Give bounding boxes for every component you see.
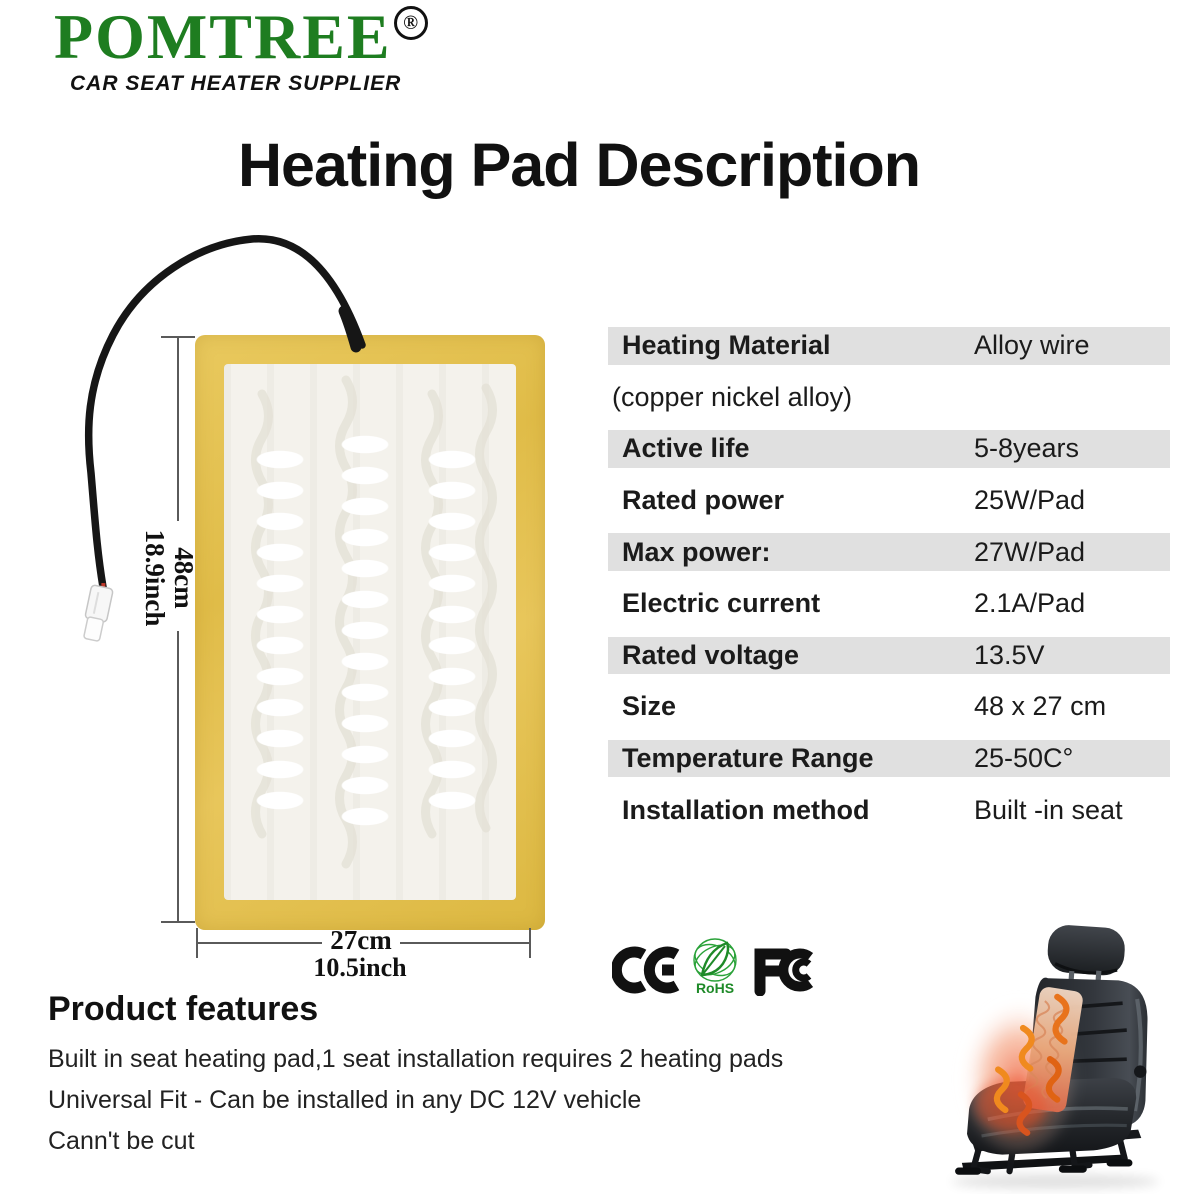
- pad-height-cm: 48cm: [169, 547, 199, 609]
- heated-car-seat-illustration: [915, 916, 1185, 1194]
- spec-row-installation-method: Installation method Built -in seat: [622, 794, 1123, 825]
- width-dimension-line: [197, 942, 322, 944]
- rohs-icon: [687, 936, 743, 996]
- spec-table: [608, 327, 1170, 843]
- spec-row-electric-current: Electric current 2.1A/Pad: [622, 588, 1086, 619]
- pad-width-cm: 27cm: [330, 925, 392, 955]
- pad-width-inch: 10.5inch: [313, 953, 407, 982]
- features-heading: Product features: [48, 990, 319, 1028]
- spec-row-rated-voltage: Rated voltage 13.5V: [608, 637, 1170, 675]
- registered-trademark-icon: ®: [394, 6, 428, 40]
- certification-logos: [612, 936, 816, 996]
- power-wire-illustration: [0, 215, 420, 675]
- fcc-icon: [750, 944, 816, 996]
- page-title: Heating Pad Description: [237, 131, 920, 199]
- wire-connector-plug: [81, 581, 115, 642]
- wire-cable: [89, 239, 362, 587]
- brand-logo-text: POMTREE: [54, 1, 392, 72]
- feature-item-cannot-cut: Cann't be cut: [48, 1127, 195, 1155]
- height-dimension-tick-bottom: [161, 921, 195, 923]
- spec-row-rated-power: Rated power 25W/Pad: [622, 485, 1086, 516]
- spec-row-temperature-range: Temperature Range 25-50C°: [608, 740, 1170, 778]
- feature-item-built-in: Built in seat heating pad,1 seat installation requires 2 heating pads: [48, 1045, 784, 1073]
- brand-block: [54, 1, 474, 96]
- spec-row-size: Size 48 x 27 cm: [622, 691, 1107, 722]
- spec-row-heating-material: Heating Material Alloy wire: [608, 327, 1170, 365]
- feature-item-universal-fit: Universal Fit - Can be installed in any DC 12V vehicle: [48, 1086, 642, 1114]
- width-dimension-line: [400, 942, 530, 944]
- seat-headrest: [1045, 924, 1126, 988]
- rohs-label: RoHS: [695, 980, 735, 996]
- spec-row-active-life: Active life 5-8years: [608, 430, 1170, 468]
- ce-mark-icon: [612, 944, 680, 996]
- heating-pad-oval-cutouts-right: [426, 444, 478, 816]
- brand-tagline: CAR SEAT HEATER SUPPLIER: [70, 72, 402, 95]
- spec-row-material-continued: (copper nickel alloy): [612, 381, 853, 412]
- product-features-section: [48, 990, 908, 1169]
- width-dimension-tick-right: [529, 928, 531, 958]
- pad-height-inch: 18.9inch: [140, 529, 170, 627]
- spec-row-max-power: Max power: 27W/Pad: [608, 533, 1170, 571]
- width-dimension-tick-left: [196, 928, 198, 958]
